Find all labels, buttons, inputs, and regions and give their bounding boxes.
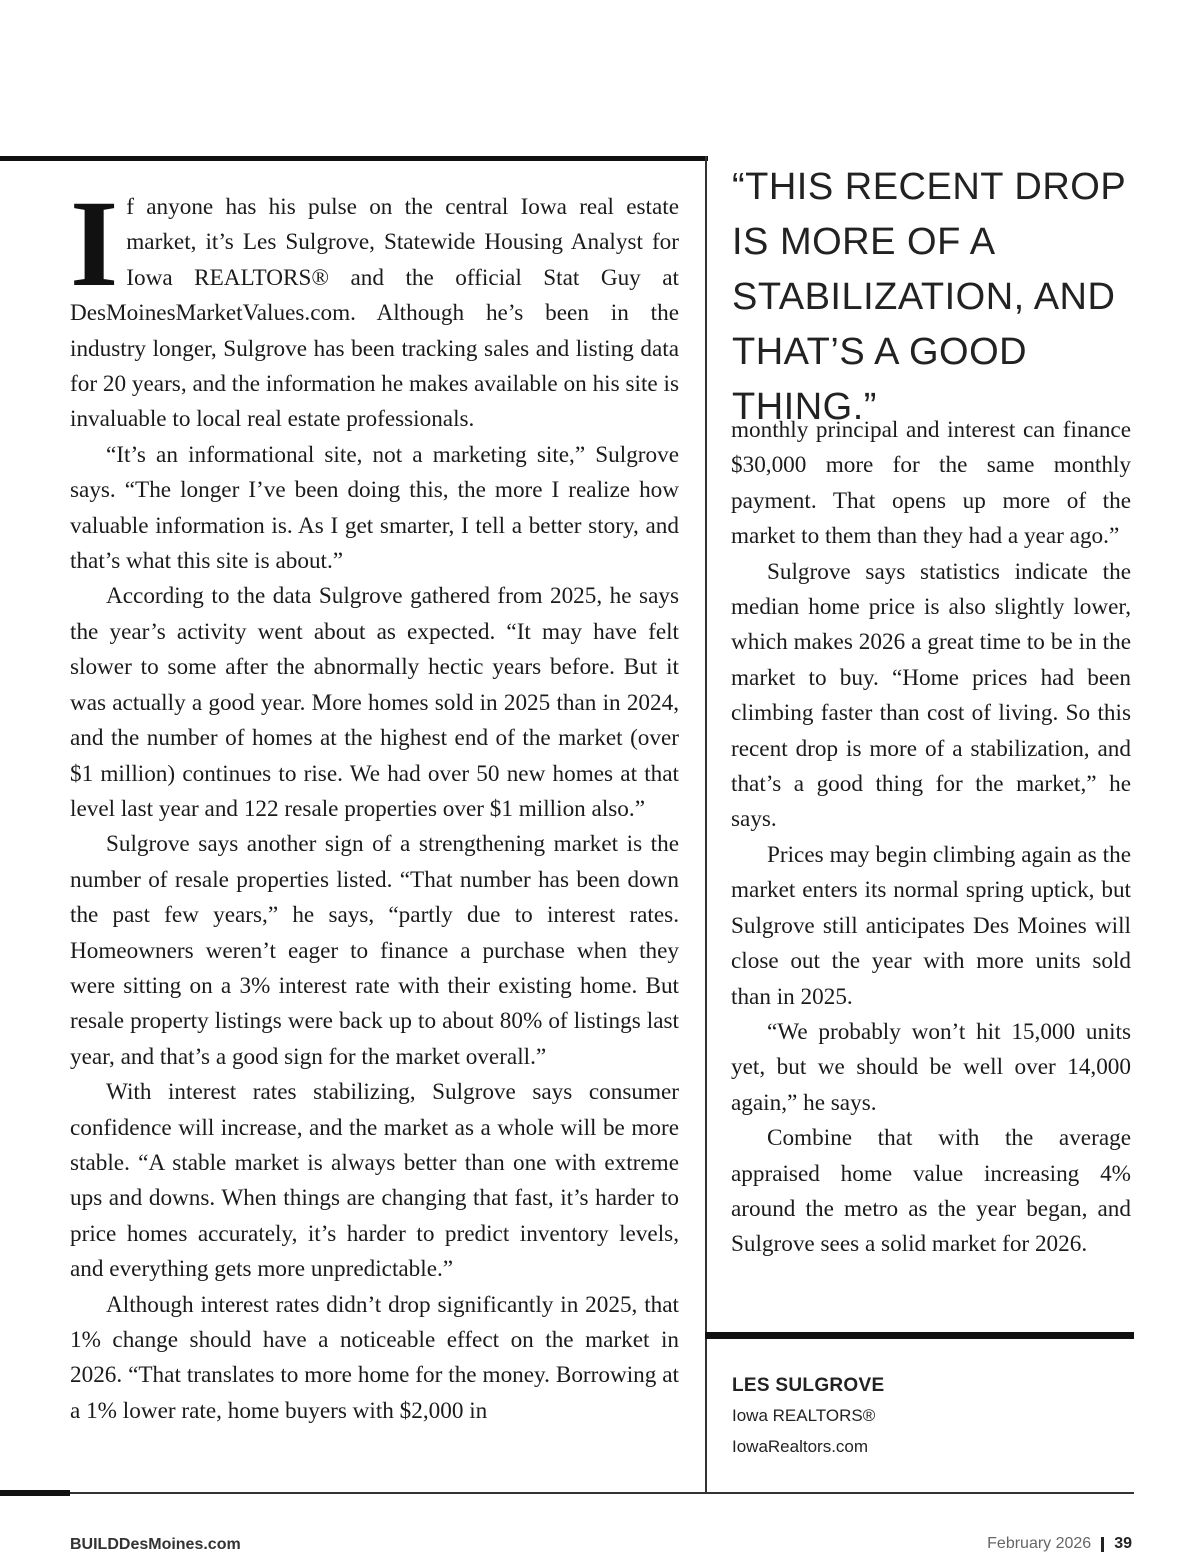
bottom-rule-accent [0,1490,70,1496]
footer-date: February 2026 [987,1535,1092,1552]
article-right-column [731,413,1131,1263]
article-paragraph: Sulgrove says statistics indicate the median home price is also slightly lower, which makes 2026 a great time to be in the market to buy. “Home prices had been climbing faster than cost of living. So this recent drop is more of a stabilization, and that’s a good thing for the market,” he says. [731,558,1131,833]
attribution-website: IowaRealtors.com [732,1437,869,1456]
footer-site: BUILDDesMoines.com [70,1536,241,1553]
paragraph-text: f anyone has his pulse on the central Iowa real estate market, it’s Les Sulgrove, Statewide Housing Analyst for Iowa REALTORS® and the official Stat Guy at DesMoinesMarketValues.com. Although he’s been in the industry longer, Sulgrove has been tracking sales and listing data for 20 years, and the information he makes available on his site is invaluable to local real estate professionals. [70,194,679,433]
attribution-org: Iowa REALTORS® [732,1406,876,1425]
article-paragraph: monthly principal and interest can finance $30,000 more for the same monthly payment. That opens up more of the market to them than they had a year ago.” [731,417,1131,550]
article-paragraph [70,175,679,438]
article-left-column [70,175,679,1429]
article-paragraph: Prices may begin climbing again as the market enters its normal spring uptick, but Sulgrove still anticipates Des Moines will close out the year with more units sold than in 2025. [731,841,1131,1010]
article-paragraph: “It’s an informational site, not a marketing site,” Sulgrove says. “The longer I’ve been doing this, the more I realize how valuable information is. As I get smarter, I tell a better story, and that’s what this site is about.” [70,441,679,575]
footer-separator [1101,1537,1104,1552]
article-paragraph: Sulgrove says another sign of a strengthening market is the number of resale properties listed. “That number has been down the past few years,” he says, “partly due to interest rates. Homeowners weren’t eager to finance a purchase when they were sitting on a 3% interest rate with their existing home. But resale property listings were back up to about 80% of listings last year, and that’s a good sign for the market overall.” [70,831,679,1070]
attribution-block [732,1372,1112,1462]
article-paragraph: “We probably won’t hit 15,000 units yet, but we should be well over 14,000 again,” he says. [731,1018,1131,1116]
bottom-rule [0,1492,1134,1494]
pull-quote: “THIS RECENT DROP IS MORE OF A STABILIZATION, AND THAT’S A GOOD THING.” [732,166,1126,428]
article-paragraph: Although interest rates didn’t drop significantly in 2025, that 1% change should have a noticeable effect on the market in 2026. “That translates to more home for the money. Borrowing at a 1% lower rate, home buyers with $2,000 in [70,1291,679,1424]
footer-folio [987,1535,1132,1553]
top-rule [0,156,708,161]
page-number: 39 [1114,1535,1132,1552]
article-paragraph: According to the data Sulgrove gathered from 2025, he says the year’s activity went about as expected. “It may have felt slower to some after the abnormally hectic years before. But it was actually a good year. More homes sold in 2025 than in 2024, and the number of homes at the highest end of the market (over $1 million) continues to rise. We had over 50 new homes at that level last year and 122 resale properties over $1 million also.” [70,583,679,822]
attribution-name: LES SULGROVE [732,1375,885,1396]
column-divider [705,156,707,1494]
sidebar-rule [705,1332,1134,1339]
drop-cap: I [70,175,119,312]
article-paragraph: With interest rates stabilizing, Sulgrove says consumer confidence will increase, and the market as a whole will be more stable. “A stable market is always better than one with extreme ups and downs. When things are changing that fast, it’s harder to price homes accurately, it’s harder to predict inventory levels, and everything gets more unpredictable.” [70,1079,679,1283]
article-paragraph: Combine that with the average appraised home value increasing 4% around the metro as the year began, and Sulgrove sees a solid market for 2026. [731,1125,1131,1258]
